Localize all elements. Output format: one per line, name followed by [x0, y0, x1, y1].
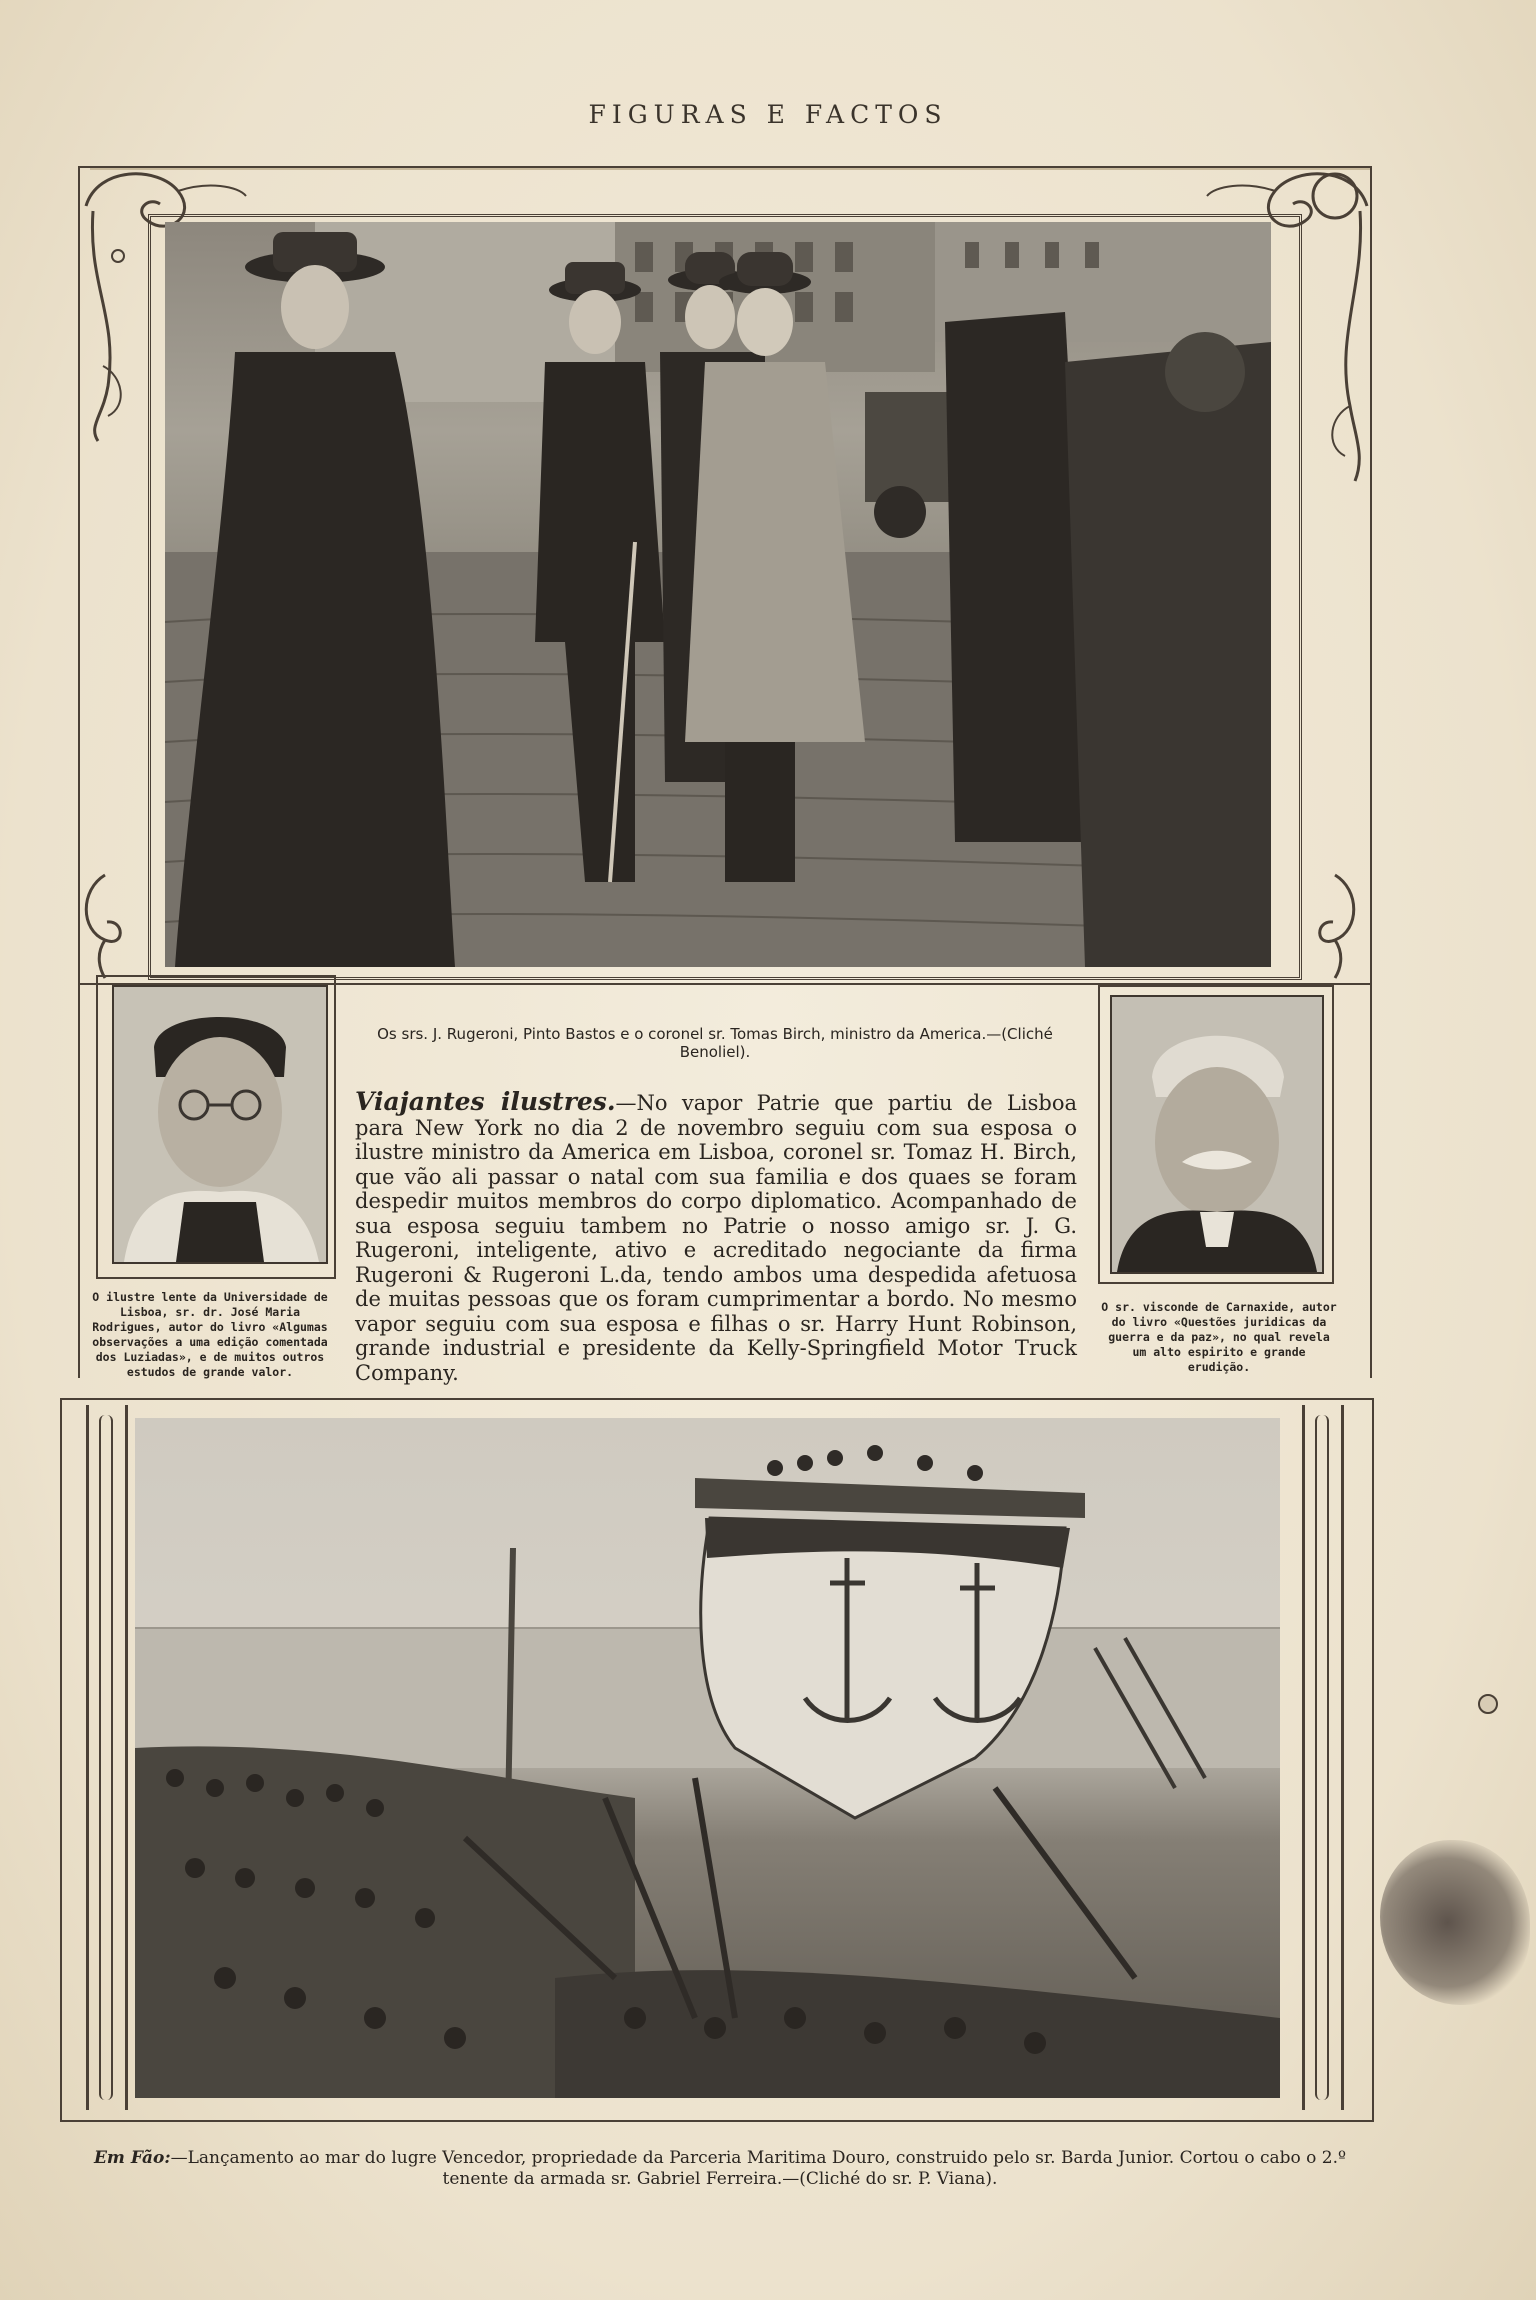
article-body: —No vapor Patrie que partiu de Lisboa para New York no dia 2 de novembro seguiu com sua esposa o ilustre ministro da America em Lisboa, coronel sr. Tomaz H. Birch, que vão ali passar o natal com sua familia e dos quaes se foram despedir muitos membros do corpo diplomatico. Acompanhado de sua esposa seguiu tambem no Patrie o nosso amigo sr. J. G. Rugeroni, inteligente, ativo e acreditado negociante da firma Rugeroni & Rugeroni L.da, tendo ambos uma despedida afetuosa de muitas pessoas que os foram cumprimentar a bordo. No mesmo vapor seguiu com sua esposa e filhas o sr. Harry Hunt Robinson, grande industrial e presidente da Kelly-Springfield Motor Truck Company.: [355, 1091, 1077, 1385]
street-scene-photo: [165, 222, 1271, 967]
scroll-ornament-mid-right-icon: [1305, 870, 1365, 980]
article-lead: Viajantes ilustres.: [355, 1087, 616, 1116]
bottom-photo-caption: [60, 2148, 1380, 2190]
binding-hole: [1478, 1694, 1498, 1714]
top-photo-caption: Os srs. J. Rugeroni, Pinto Bastos e o coronel sr. Tomas Birch, ministro da America.—(Cliché Benoliel).: [377, 1025, 1053, 1061]
portrait-left-caption: O ilustre lente da Universidade de Lisboa, sr. dr. José Maria Rodrigues, autor do livro «Algumas observações a uma edição comentada dos Luziadas», e de muitos outros estudos de grande valor.: [92, 1290, 328, 1379]
scroll-ornament-mid-left-icon: [75, 870, 135, 980]
portrait-carnaxide-photo: [1110, 995, 1324, 1274]
bottom-caption-text: —Lançamento ao mar do lugre Vencedor, propriedade da Parceria Maritima Douro, construido pelo sr. Barda Junior. Cortou o cabo o 2.º tenente da armada sr. Gabriel Ferreira.—(Cliché do sr. P. Viana).: [170, 2148, 1347, 2189]
paper-stain: [1380, 1840, 1530, 2005]
article-viajantes: [355, 1087, 1077, 1385]
column-ornament-left: [86, 1405, 128, 2110]
portrait-rodrigues-photo: [112, 985, 328, 1264]
portrait-right-caption: O sr. visconde de Carnaxide, autor do livro «Questões juridicas da guerra e da paz», no qual revela um alto espirito e grande erudição.: [1101, 1300, 1337, 1374]
page-header: FIGURAS E FACTOS: [588, 100, 948, 129]
bottom-caption-lead: Em Fão:: [93, 2148, 171, 2168]
column-ornament-right: [1302, 1405, 1344, 2110]
ship-launch-photo: [135, 1418, 1280, 2098]
